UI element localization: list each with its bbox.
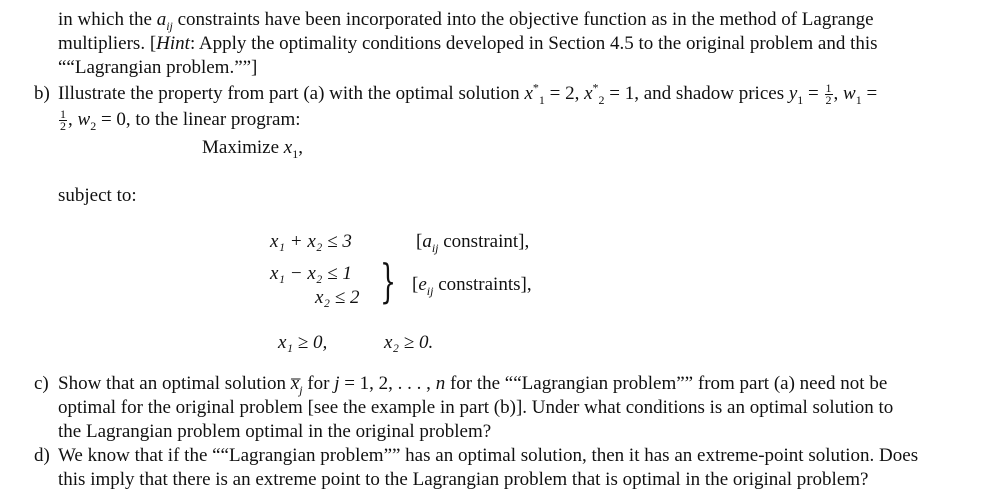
text: for the ““Lagrangian problem”” from part (a) need not be — [445, 373, 888, 394]
part-b-label — [34, 82, 50, 105]
part-a-line-1 — [58, 8, 874, 31]
fraction-half — [825, 83, 833, 106]
part-d-line-1 — [58, 444, 918, 467]
math-sub: 2 — [90, 118, 97, 133]
math-sub: ij — [426, 283, 434, 298]
part-a-line-3 — [58, 56, 257, 79]
text: ““Lagrangian problem.””] — [58, 57, 258, 78]
text: for — [302, 373, 335, 394]
label-text: c) — [34, 373, 49, 394]
text: this imply that there is an extreme point to the Lagrangian problem that is optimal in the original problem? — [58, 469, 869, 490]
math-expr: x₂ ≤ 2 — [315, 287, 360, 308]
math-var: x — [584, 83, 593, 104]
text: subject to: — [58, 185, 137, 206]
part-b-line-2 — [58, 108, 301, 132]
text: Illustrate the property from part (a) with the optimal solution — [58, 83, 525, 104]
text: We know that if the ““Lagrangian problem”” has an optimal solution, then it has an extreme-point solution. Does — [58, 445, 919, 466]
math-var: x — [524, 83, 533, 104]
text: , — [298, 137, 303, 158]
fraction-num: 1 — [60, 107, 66, 122]
text: constraint], — [438, 231, 530, 252]
fraction-den: 2 — [60, 119, 66, 134]
text: constraints], — [433, 274, 532, 295]
math-var: e — [418, 274, 427, 295]
math-var: x — [283, 137, 293, 158]
text: constraints have been incorporated into the objective function as in the method of Lagrange — [172, 9, 874, 30]
text: = 1, and shadow prices — [604, 83, 789, 104]
right-brace: } — [380, 254, 397, 308]
text: , — [68, 109, 78, 130]
part-c-line-2 — [58, 396, 893, 419]
text: [ — [412, 274, 419, 295]
math-var: a — [156, 9, 167, 30]
label-text: d) — [34, 445, 50, 466]
fraction-num: 1 — [825, 81, 832, 96]
math-sub: 1 — [538, 92, 545, 107]
text: Maximize — [202, 137, 284, 158]
text: in which the — [58, 9, 157, 30]
part-d-line-2 — [58, 468, 868, 491]
label-text: b) — [34, 83, 50, 104]
math-expr: x₂ ≥ 0. — [384, 332, 434, 353]
text: = — [861, 83, 878, 104]
math-sub: 2 — [598, 92, 605, 107]
math-expr: x₁ − x₂ ≤ 1 — [270, 263, 352, 284]
math-var: x̅ — [290, 373, 300, 394]
nonneg-2 — [384, 331, 433, 354]
objective-line — [202, 136, 303, 159]
math-var: j — [334, 373, 340, 394]
math-expr: x₁ ≥ 0, — [278, 332, 328, 353]
constraint-3 — [315, 286, 359, 309]
math-sub: j — [299, 382, 303, 397]
math-sub: 1 — [797, 92, 804, 107]
text: = — [803, 83, 824, 104]
text: the Lagrangian problem optimal in the original problem? — [58, 421, 492, 442]
math-sub: ij — [166, 18, 173, 33]
part-c-line-1 — [58, 372, 887, 395]
part-d-label — [34, 444, 50, 467]
part-c-line-3 — [58, 420, 491, 443]
constraint-1 — [270, 230, 352, 253]
text: = 0, to the linear program: — [96, 109, 301, 130]
constraint-23-tag — [412, 273, 532, 296]
math-sub: 1 — [292, 146, 299, 161]
text: multipliers. [ — [58, 33, 157, 54]
part-c-label — [34, 372, 49, 395]
text: optimal for the original problem [see the example in part (b)]. Under what conditions is an optimal solution to — [58, 397, 894, 418]
math-var: a — [422, 231, 432, 252]
math-var: w — [77, 109, 91, 130]
nonneg-1 — [278, 331, 327, 354]
text: Show that an optimal solution — [58, 373, 291, 394]
hint-label: Hint — [156, 33, 190, 54]
text: = 2, — [544, 83, 585, 104]
math-expr: x₁ + x₂ ≤ 3 — [270, 231, 352, 252]
fraction-half — [59, 109, 67, 132]
text: : Apply the optimality conditions developed in Section 4.5 to the original problem and this — [189, 33, 878, 54]
subject-to-label — [58, 184, 137, 207]
part-a-line-2 — [58, 32, 878, 55]
text: = 1, 2, . . . , — [339, 373, 436, 394]
fraction-den: 2 — [825, 93, 832, 108]
part-b-line-1: Illustrate the property from part (a) with the optimal solution $x^*_1 = 2$, $x^*_2 = 1$, and shadow prices $y_1$ = $\frac{1}{2}$ , $w_1$ = — [58, 80, 878, 108]
constraint-1-tag — [416, 230, 529, 253]
constraint-2 — [270, 262, 352, 285]
math-sub: 1 — [855, 92, 862, 107]
text: [ — [416, 231, 423, 252]
math-var: n — [435, 373, 446, 394]
math-var: w — [843, 83, 856, 104]
math-var: y — [788, 83, 798, 104]
math-sub: ij — [431, 240, 439, 255]
